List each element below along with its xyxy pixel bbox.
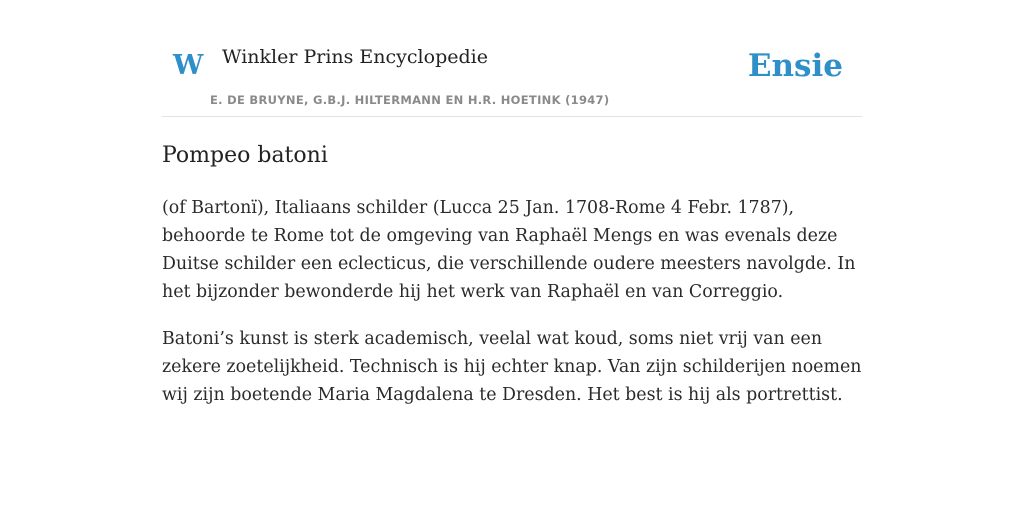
brand-logo[interactable]: Ensie	[747, 48, 843, 84]
article-paragraph-1: (of Bartonï), Italiaans schilder (Lucca 25 Jan. 1708-Rome 4 Febr. 1787), behoorde te Rome tot de omgeving van Raphaël Mengs en was evenals deze Duitse schilder een eclecticus, die verschillende oudere meesters navolgde. In het bijzonder bewonderde hij het werk van Raphaël en van Correggio.	[162, 198, 856, 302]
source-header	[162, 0, 862, 117]
page	[162, 0, 862, 409]
source-authors: E. DE BRUYNE, G.B.J. HILTERMANN EN H.R. HOETINK (1947)	[210, 93, 610, 107]
source-title[interactable]: Winkler Prins Encyclopedie	[222, 46, 488, 68]
article-title: Pompeo batoni	[162, 143, 328, 168]
article-paragraph-2: Batoni’s kunst is sterk academisch, veelal wat koud, soms niet vrij van een zekere zoetelijkheid. Technisch is hij echter knap. Van zijn schilderijen noemen wij zijn boetende Maria Magdalena te Dresden. Het best is hij als portrettist.	[162, 329, 862, 405]
source-logo[interactable]: W	[173, 50, 204, 81]
